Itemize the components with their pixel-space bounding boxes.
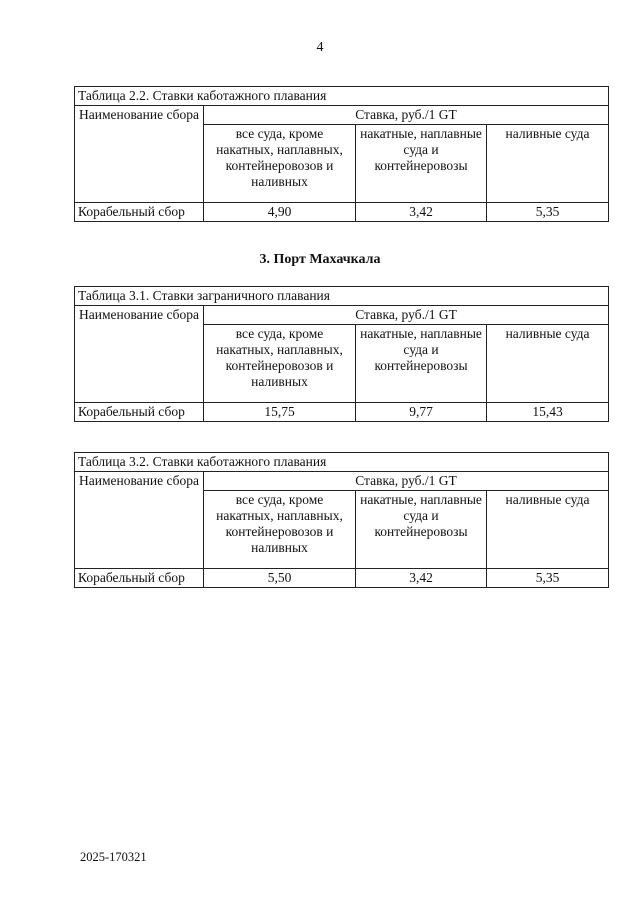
value-cell: 3,42 xyxy=(356,203,487,222)
subheader-tankers: наливные суда xyxy=(487,125,609,203)
document-code: 2025-170321 xyxy=(80,850,147,864)
subheader-roro-container-vessels: накатные, наплавные суда и контейнеровозы xyxy=(356,325,487,403)
row-label: Корабельный сбор xyxy=(75,569,204,588)
value-cell: 9,77 xyxy=(356,403,487,422)
subheader-general-vessels: все суда, кроме накатных, наплавных, контейнеровозов и наливных xyxy=(204,491,356,569)
table-2-2 xyxy=(74,86,608,222)
rate-header: Ставка, руб./1 GT xyxy=(204,472,609,491)
value-cell: 5,35 xyxy=(487,569,609,588)
subheader-general-vessels: все суда, кроме накатных, наплавных, контейнеровозов и наливных xyxy=(204,325,356,403)
value-cell: 15,75 xyxy=(204,403,356,422)
section-title: 3. Порт Махачкала xyxy=(259,252,381,267)
subheader-roro-container-vessels: накатные, наплавные суда и контейнеровозы xyxy=(356,491,487,569)
fee-name-header: Наименование сбора xyxy=(75,106,204,203)
value-cell: 5,50 xyxy=(204,569,356,588)
fee-name-header: Наименование сбора xyxy=(75,472,204,569)
fee-name-header: Наименование сбора xyxy=(75,306,204,403)
table-3-2 xyxy=(74,452,608,588)
value-cell: 4,90 xyxy=(204,203,356,222)
table-3-1 xyxy=(74,286,608,422)
row-label: Корабельный сбор xyxy=(75,403,204,422)
row-label: Корабельный сбор xyxy=(75,203,204,222)
subheader-roro-container-vessels: накатные, наплавные суда и контейнеровозы xyxy=(356,125,487,203)
value-cell: 3,42 xyxy=(356,569,487,588)
value-cell: 5,35 xyxy=(487,203,609,222)
value-cell: 15,43 xyxy=(487,403,609,422)
rate-header: Ставка, руб./1 GT xyxy=(204,106,609,125)
table-caption: Таблица 2.2. Ставки каботажного плавания xyxy=(75,87,609,106)
subheader-tankers: наливные суда xyxy=(487,491,609,569)
table-caption: Таблица 3.1. Ставки заграничного плавания xyxy=(75,287,609,306)
table-caption: Таблица 3.2. Ставки каботажного плавания xyxy=(75,453,609,472)
rate-header: Ставка, руб./1 GT xyxy=(204,306,609,325)
rates-table xyxy=(74,86,609,222)
rates-table xyxy=(74,286,609,422)
subheader-general-vessels: все суда, кроме накатных, наплавных, контейнеровозов и наливных xyxy=(204,125,356,203)
subheader-tankers: наливные суда xyxy=(487,325,609,403)
page-number: 4 xyxy=(316,40,324,55)
rates-table xyxy=(74,452,609,588)
